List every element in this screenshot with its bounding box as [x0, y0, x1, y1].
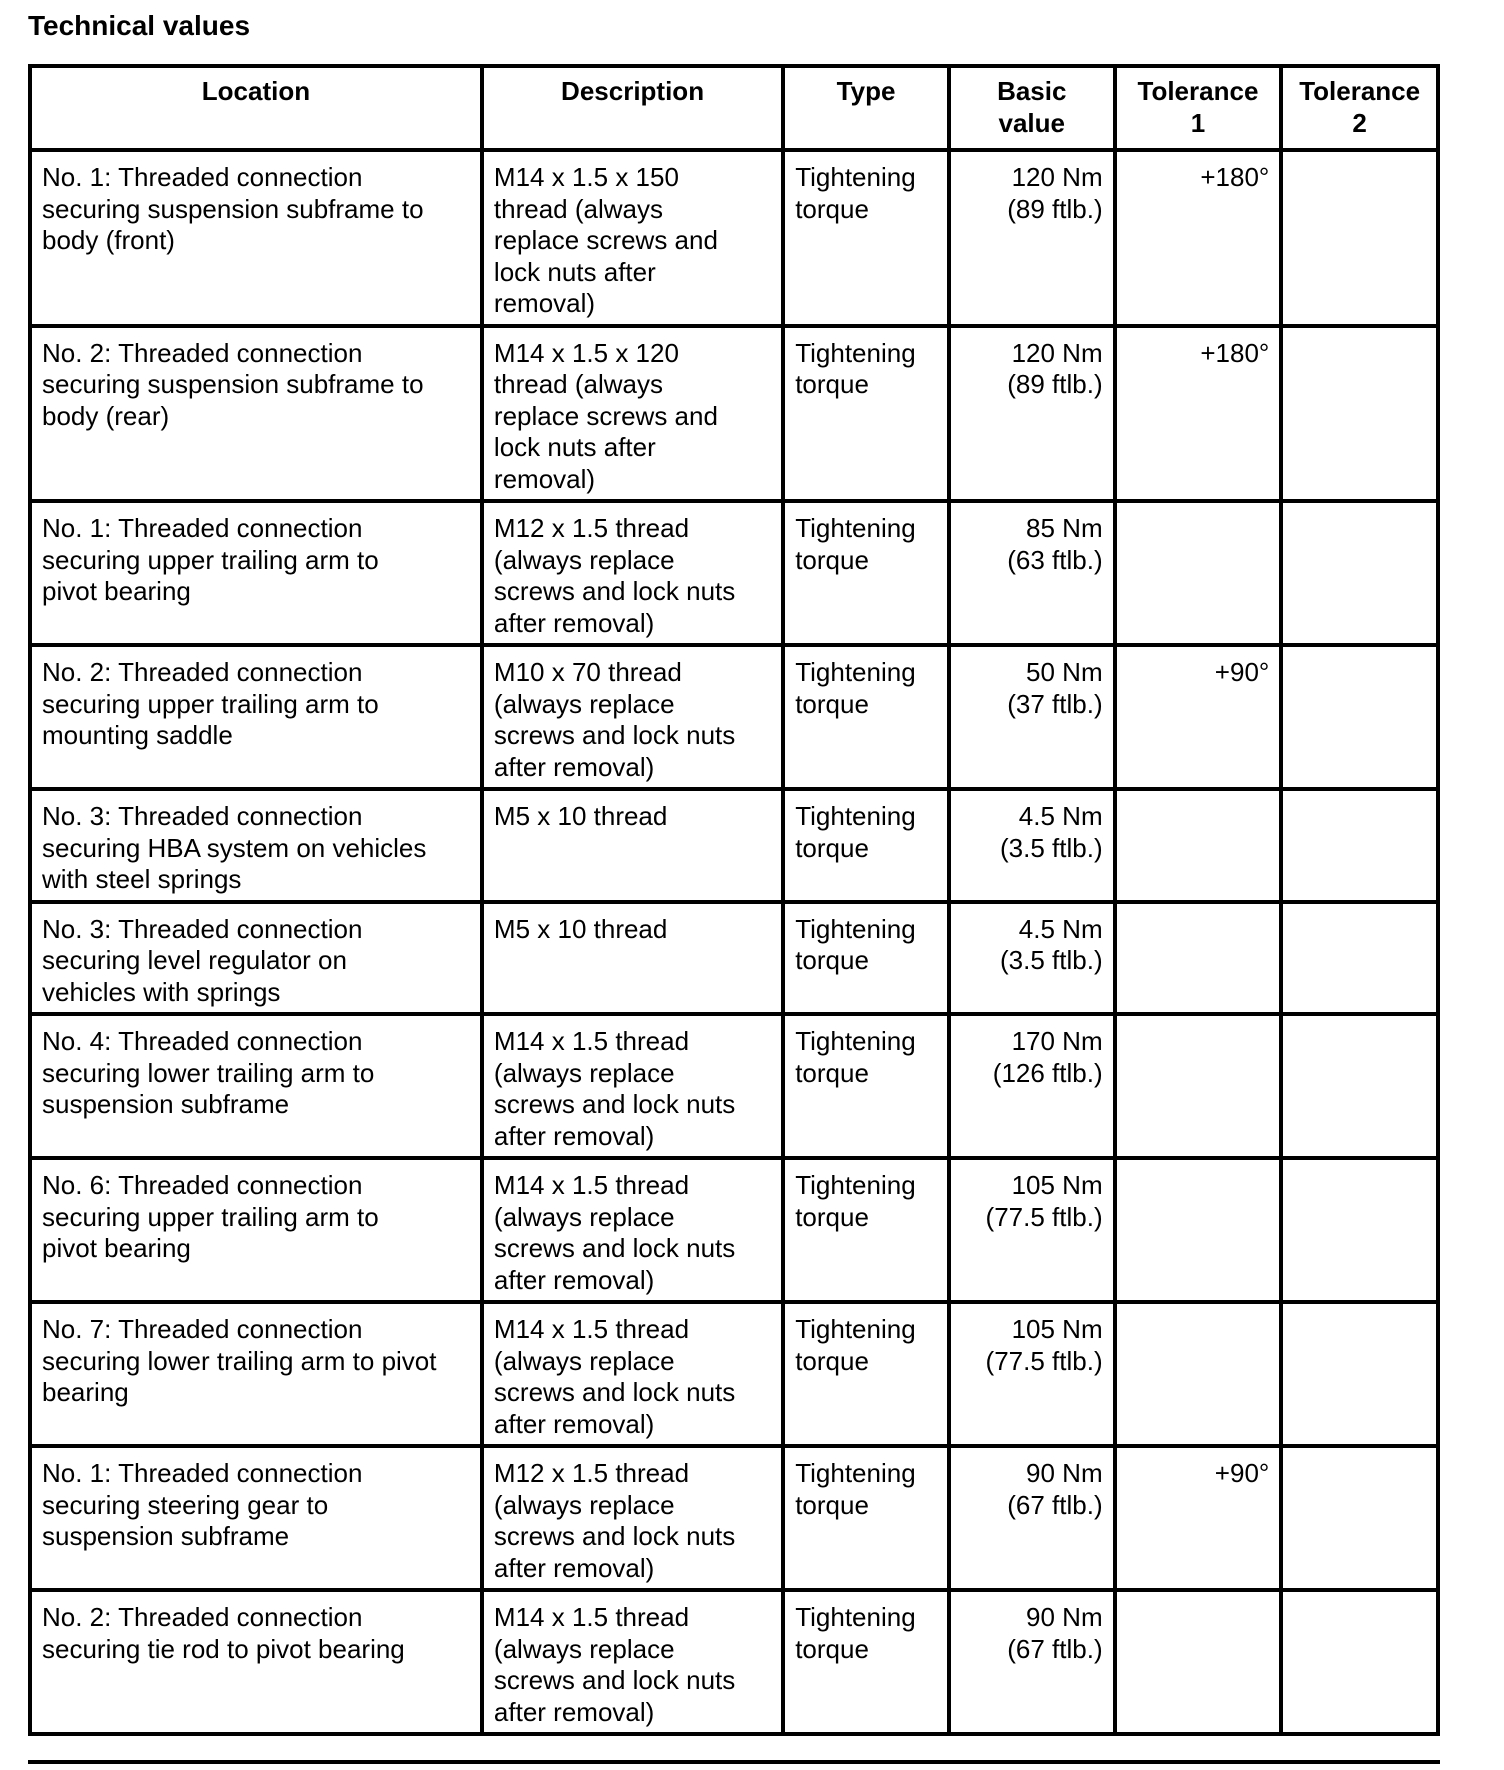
cell-tolerance2 [1281, 1158, 1438, 1302]
cell-basic-value-text: 120 Nm (89 ftlb.) [1007, 162, 1103, 224]
table-body [30, 150, 1438, 1734]
cell-type [783, 902, 949, 1015]
cell-location-text: No. 1: Threaded connection securing suspension subframe to body (front) [42, 162, 424, 255]
cell-tolerance1-text: +180° [1200, 162, 1270, 192]
cell-location [30, 789, 482, 902]
cell-basic-value [949, 1302, 1115, 1446]
cell-basic-value [949, 1014, 1115, 1158]
cell-basic-value-text: 4.5 Nm (3.5 ftlb.) [1000, 801, 1103, 863]
cell-tolerance2 [1281, 150, 1438, 326]
cell-basic-value-text: 120 Nm (89 ftlb.) [1007, 337, 1103, 399]
cell-type-text: Tightening torque [795, 337, 916, 399]
cell-tolerance2 [1281, 1446, 1438, 1590]
technical-values-table [28, 64, 1440, 1736]
cell-location [30, 1014, 482, 1158]
header-location-label: Location [201, 76, 311, 106]
cell-description [482, 501, 783, 645]
cell-tolerance2 [1281, 1590, 1438, 1734]
cell-type [783, 1590, 949, 1734]
cell-tolerance1 [1115, 902, 1282, 1015]
header-type-label: Type [836, 76, 896, 106]
table-row [30, 326, 1438, 502]
cell-tolerance1 [1115, 326, 1282, 502]
cell-tolerance2 [1281, 789, 1438, 902]
cell-description [482, 1446, 783, 1590]
cell-location [30, 645, 482, 789]
table-row [30, 1158, 1438, 1302]
cell-type-text: Tightening torque [795, 1170, 916, 1232]
cell-basic-value [949, 1446, 1115, 1590]
table-row [30, 150, 1438, 326]
cell-description [482, 150, 783, 326]
header-description [482, 66, 783, 150]
cell-type-text: Tightening torque [795, 913, 916, 975]
cell-basic-value-text: 90 Nm (67 ftlb.) [1007, 1602, 1103, 1664]
cell-type-text: Tightening torque [795, 1314, 916, 1376]
cell-description [482, 1158, 783, 1302]
cell-basic-value [949, 1590, 1115, 1734]
cell-tolerance1-text: +90° [1214, 657, 1270, 687]
table-header-row [30, 66, 1438, 150]
cell-type [783, 1158, 949, 1302]
cell-tolerance1 [1115, 645, 1282, 789]
cell-location-text: No. 4: Threaded connection securing lower trailing arm to suspension subframe [42, 1026, 375, 1119]
cell-location-text: No. 7: Threaded connection securing lower trailing arm to pivot bearing [42, 1314, 437, 1407]
table-row [30, 501, 1438, 645]
cell-description-text: M14 x 1.5 thread (always replace screws and lock nuts after removal) [493, 1602, 736, 1727]
cell-description [482, 1590, 783, 1734]
header-location [30, 66, 482, 150]
cell-description-text: M12 x 1.5 thread (always replace screws and lock nuts after removal) [493, 1458, 736, 1583]
cell-description [482, 645, 783, 789]
cell-basic-value [949, 326, 1115, 502]
cell-location [30, 326, 482, 502]
cell-type-text: Tightening torque [795, 162, 916, 224]
table-row [30, 1014, 1438, 1158]
cell-description [482, 326, 783, 502]
cell-tolerance1 [1115, 789, 1282, 902]
cell-basic-value-text: 90 Nm (67 ftlb.) [1007, 1458, 1103, 1520]
table-row [30, 1446, 1438, 1590]
header-description-label: Description [561, 76, 705, 106]
cell-basic-value-text: 50 Nm (37 ftlb.) [1007, 657, 1103, 719]
cell-location [30, 501, 482, 645]
cell-description-text: M14 x 1.5 x 120 thread (always replace screws and lock nuts after removal) [493, 337, 718, 494]
header-basic-value-label: Basic value [997, 76, 1067, 138]
cell-basic-value [949, 902, 1115, 1015]
cell-description-text: M5 x 10 thread [493, 913, 668, 944]
cell-location [30, 1446, 482, 1590]
cell-type-text: Tightening torque [795, 1602, 916, 1664]
cell-type-text: Tightening torque [795, 1026, 916, 1088]
cell-description [482, 789, 783, 902]
table-row [30, 789, 1438, 902]
cell-basic-value [949, 150, 1115, 326]
cell-basic-value-text: 4.5 Nm (3.5 ftlb.) [1000, 913, 1103, 975]
cell-tolerance2 [1281, 326, 1438, 502]
cell-location [30, 150, 482, 326]
header-tolerance-1 [1115, 66, 1282, 150]
cell-description-text: M10 x 70 thread (always replace screws and lock nuts after removal) [493, 657, 736, 782]
cell-basic-value-text: 85 Nm (63 ftlb.) [1007, 513, 1103, 575]
cell-description-text: M5 x 10 thread [493, 801, 668, 831]
cell-type [783, 789, 949, 902]
cell-basic-value [949, 1158, 1115, 1302]
cell-type [783, 1446, 949, 1590]
cell-type [783, 1014, 949, 1158]
table-continuation-border [28, 1760, 1440, 1764]
header-basic-value [949, 66, 1115, 150]
cell-location-text: No. 2: Threaded connection securing upper trailing arm to mounting saddle [42, 657, 379, 750]
cell-type [783, 501, 949, 645]
cell-basic-value-text: 105 Nm (77.5 ftlb.) [985, 1170, 1103, 1232]
cell-tolerance1 [1115, 1446, 1282, 1590]
header-tolerance-2-label: Tolerance 2 [1299, 76, 1421, 138]
cell-type [783, 326, 949, 502]
cell-description [482, 902, 783, 1015]
cell-tolerance1-text: +180° [1200, 337, 1270, 368]
header-tolerance-1-label: Tolerance 1 [1137, 76, 1259, 138]
cell-tolerance1 [1115, 1590, 1282, 1734]
cell-basic-value-text: 170 Nm (126 ftlb.) [992, 1026, 1103, 1088]
cell-location [30, 902, 482, 1015]
cell-tolerance2 [1281, 1302, 1438, 1446]
cell-description-text: M14 x 1.5 thread (always replace screws and lock nuts after removal) [493, 1314, 736, 1439]
cell-type-text: Tightening torque [795, 513, 916, 575]
cell-tolerance2 [1281, 645, 1438, 789]
cell-tolerance2 [1281, 501, 1438, 645]
cell-type [783, 645, 949, 789]
header-type [783, 66, 949, 150]
cell-location-text: No. 1: Threaded connection securing steering gear to suspension subframe [42, 1458, 363, 1551]
cell-type-text: Tightening torque [795, 1458, 916, 1520]
cell-description-text: M12 x 1.5 thread (always replace screws and lock nuts after removal) [493, 513, 736, 638]
cell-location-text: No. 2: Threaded connection securing suspension subframe to body (rear) [42, 337, 424, 431]
cell-tolerance1 [1115, 150, 1282, 326]
cell-tolerance1 [1115, 501, 1282, 645]
cell-location [30, 1590, 482, 1734]
cell-description-text: M14 x 1.5 x 150 thread (always replace screws and lock nuts after removal) [493, 162, 718, 318]
cell-location [30, 1158, 482, 1302]
header-tolerance-2 [1281, 66, 1438, 150]
cell-basic-value [949, 501, 1115, 645]
cell-location-text: No. 3: Threaded connection securing HBA system on vehicles with steel springs [42, 801, 427, 894]
cell-description [482, 1014, 783, 1158]
cell-type [783, 1302, 949, 1446]
cell-tolerance2 [1281, 1014, 1438, 1158]
table-row [30, 902, 1438, 1015]
table-row [30, 645, 1438, 789]
cell-basic-value-text: 105 Nm (77.5 ftlb.) [985, 1314, 1103, 1376]
cell-type [783, 150, 949, 326]
cell-tolerance1 [1115, 1158, 1282, 1302]
cell-description [482, 1302, 783, 1446]
cell-basic-value [949, 645, 1115, 789]
cell-description-text: M14 x 1.5 thread (always replace screws and lock nuts after removal) [493, 1170, 736, 1295]
cell-location-text: No. 1: Threaded connection securing upper trailing arm to pivot bearing [42, 513, 379, 606]
cell-basic-value [949, 789, 1115, 902]
cell-tolerance2 [1281, 902, 1438, 1015]
cell-type-text: Tightening torque [795, 801, 916, 863]
cell-location-text: No. 2: Threaded connection securing tie rod to pivot bearing [42, 1602, 405, 1664]
cell-type-text: Tightening torque [795, 657, 916, 719]
page-title: Technical values [28, 10, 251, 41]
cell-location-text: No. 3: Threaded connection securing level regulator on vehicles with springs [42, 913, 363, 1007]
cell-description-text: M14 x 1.5 thread (always replace screws and lock nuts after removal) [493, 1026, 736, 1151]
cell-location-text: No. 6: Threaded connection securing upper trailing arm to pivot bearing [42, 1170, 379, 1263]
cell-tolerance1-text: +90° [1214, 1458, 1270, 1488]
cell-tolerance1 [1115, 1014, 1282, 1158]
table-row [30, 1590, 1438, 1734]
cell-location [30, 1302, 482, 1446]
cell-tolerance1 [1115, 1302, 1282, 1446]
table-row [30, 1302, 1438, 1446]
